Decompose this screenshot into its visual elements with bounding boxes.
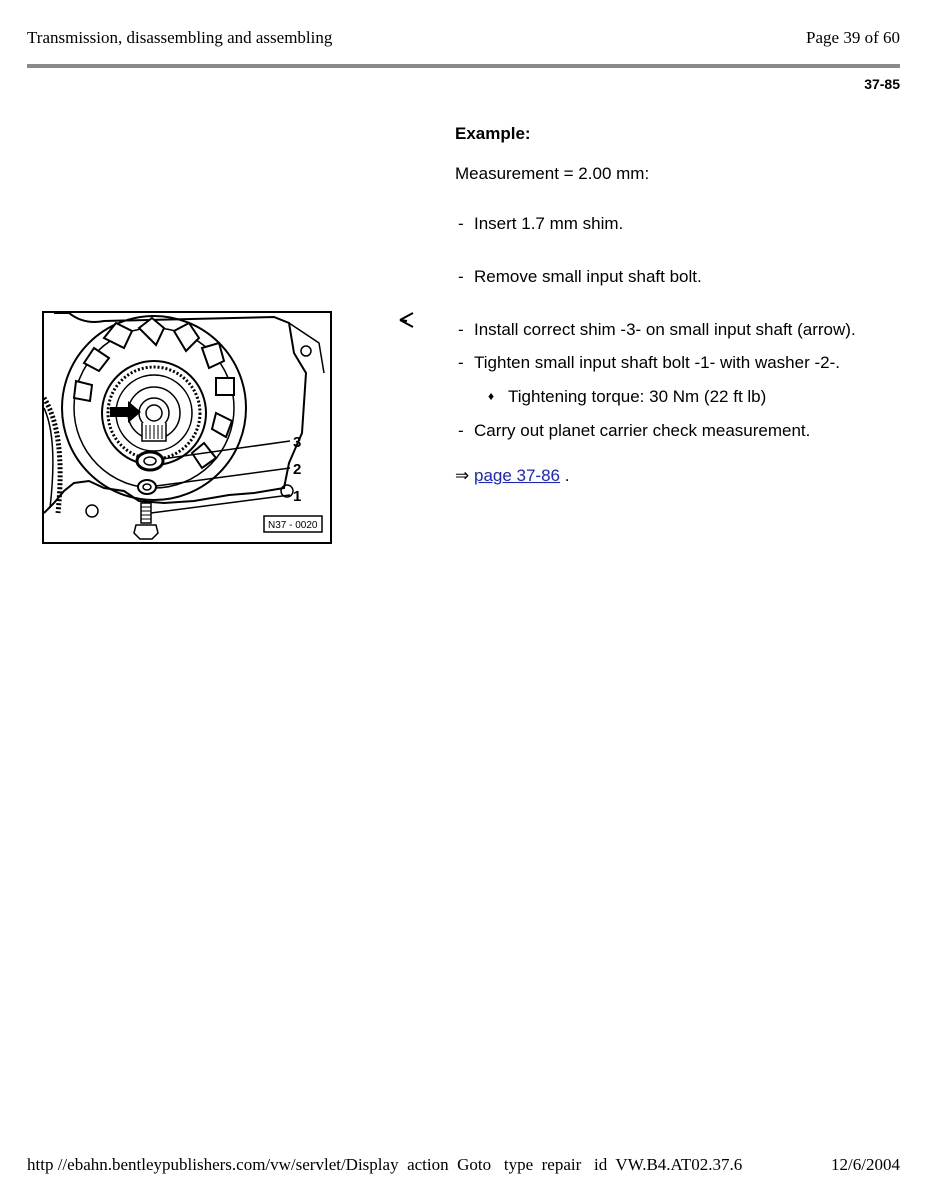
transmission-illustration [42, 311, 332, 544]
callout-1: 1 [293, 488, 302, 505]
step-tighten-bolt [458, 353, 840, 373]
section-code: 37-85 [864, 76, 900, 92]
page-reference [455, 466, 569, 486]
transmission-drawing [44, 313, 330, 542]
figure-pointer-icon [398, 311, 416, 329]
step-dash: - [458, 353, 464, 372]
callout-3: 3 [293, 434, 302, 451]
torque-spec [488, 387, 766, 407]
step-text: Carry out planet carrier check measurement. [474, 421, 811, 440]
source-url: http //ebahn.bentleypublishers.com/vw/servlet/Display action Goto type repair id VW.B4.AT02.37.6 [27, 1155, 743, 1174]
step-text: Install correct shim -3- on small input shaft (arrow). [474, 320, 856, 339]
header-divider [27, 64, 900, 68]
step-text: Remove small input shaft bolt. [474, 267, 702, 286]
diamond-bullet-icon: ♦ [488, 389, 495, 403]
figure-code: N37 - 0020 [268, 520, 318, 531]
callout-2: 2 [293, 461, 302, 478]
document-title: Transmission, disassembling and assembling [27, 28, 333, 47]
step-install-shim [458, 320, 856, 340]
example-heading: Example: [455, 124, 531, 143]
page-37-86-link[interactable]: page 37-86 [473, 466, 561, 485]
step-text: Insert 1.7 mm shim. [474, 214, 624, 233]
step-insert-shim [458, 214, 623, 234]
print-date: 12/6/2004 [831, 1155, 900, 1174]
torque-text: Tightening torque: 30 Nm (22 ft lb) [508, 387, 767, 406]
reference-tail: . [564, 466, 570, 485]
step-dash: - [458, 320, 464, 339]
page-number: Page 39 of 60 [806, 28, 900, 47]
step-dash: - [458, 421, 464, 440]
step-dash: - [458, 267, 464, 286]
step-text: Tighten small input shaft bolt -1- with washer -2-. [474, 353, 840, 372]
step-remove-bolt [458, 267, 702, 287]
step-planet-carrier-check [458, 421, 810, 441]
measurement-text: Measurement = 2.00 mm: [455, 164, 650, 183]
step-dash: - [458, 214, 464, 233]
reference-arrow-icon: ⇒ [455, 466, 470, 485]
